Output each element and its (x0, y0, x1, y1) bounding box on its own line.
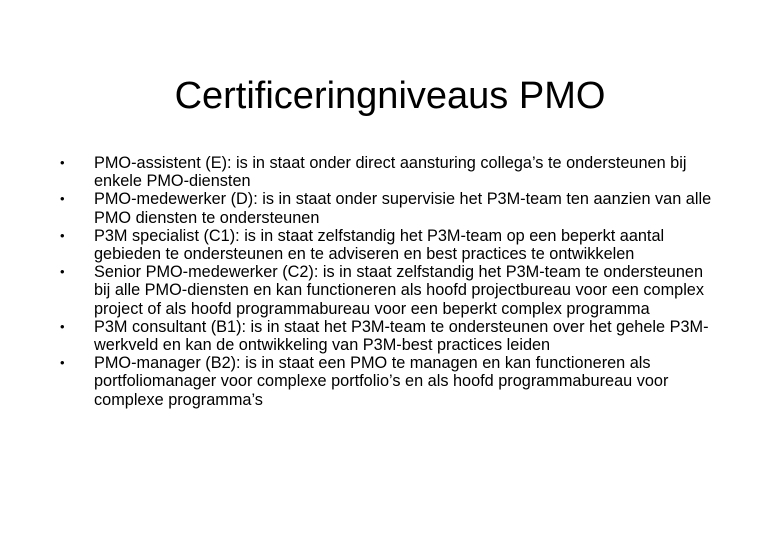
bullet-item (60, 318, 720, 354)
slide-title: Certificeringniveaus PMO (174, 75, 606, 117)
bullet-item (60, 263, 720, 318)
bullet-icon: • (60, 227, 65, 243)
bullet-item (60, 154, 720, 190)
bullet-text: P3M consultant (B1): is in staat het P3M-team te ondersteunen over het gehele P3M-werkveld en kan de ontwikkeling van P3M-best practices leiden (94, 317, 709, 355)
bullet-item (60, 190, 720, 226)
bullet-icon: • (60, 155, 65, 170)
bullet-text: Senior PMO-medewerker (C2): is in staat zelfstandig het P3M-team te ondersteunen bij alle PMO-diensten en kan functioneren als hoofd projectbureau voor een complex project of als hoofd programmabureau voor een beperkt complex programma (94, 263, 705, 318)
bullet-item (60, 354, 720, 409)
bullet-icon: • (60, 355, 65, 371)
bullet-icon: • (60, 264, 65, 280)
bullet-list (60, 154, 720, 409)
bullet-text: PMO-assistent (E): is in staat onder direct aansturing collega’s te ondersteunen bij enkele PMO-diensten (94, 154, 687, 191)
bullet-icon: • (60, 318, 65, 334)
bullet-text: P3M specialist (C1): is in staat zelfstandig het P3M-team op een beperkt aantal gebieden te ondersteunen en te adviseren en best practices te ontwikkelen (94, 226, 665, 264)
bullet-item (60, 227, 720, 263)
bullet-text: PMO-medewerker (D): is in staat onder supervisie het P3M-team ten aanzien van alle PMO diensten te ondersteunen (94, 190, 712, 227)
bullet-icon: • (60, 191, 65, 207)
bullet-text: PMO-manager (B2): is in staat een PMO te managen en kan functioneren als portfoliomanager voor complexe portfolio’s en als hoofd programmabureau voor complexe programma’s (94, 354, 669, 409)
